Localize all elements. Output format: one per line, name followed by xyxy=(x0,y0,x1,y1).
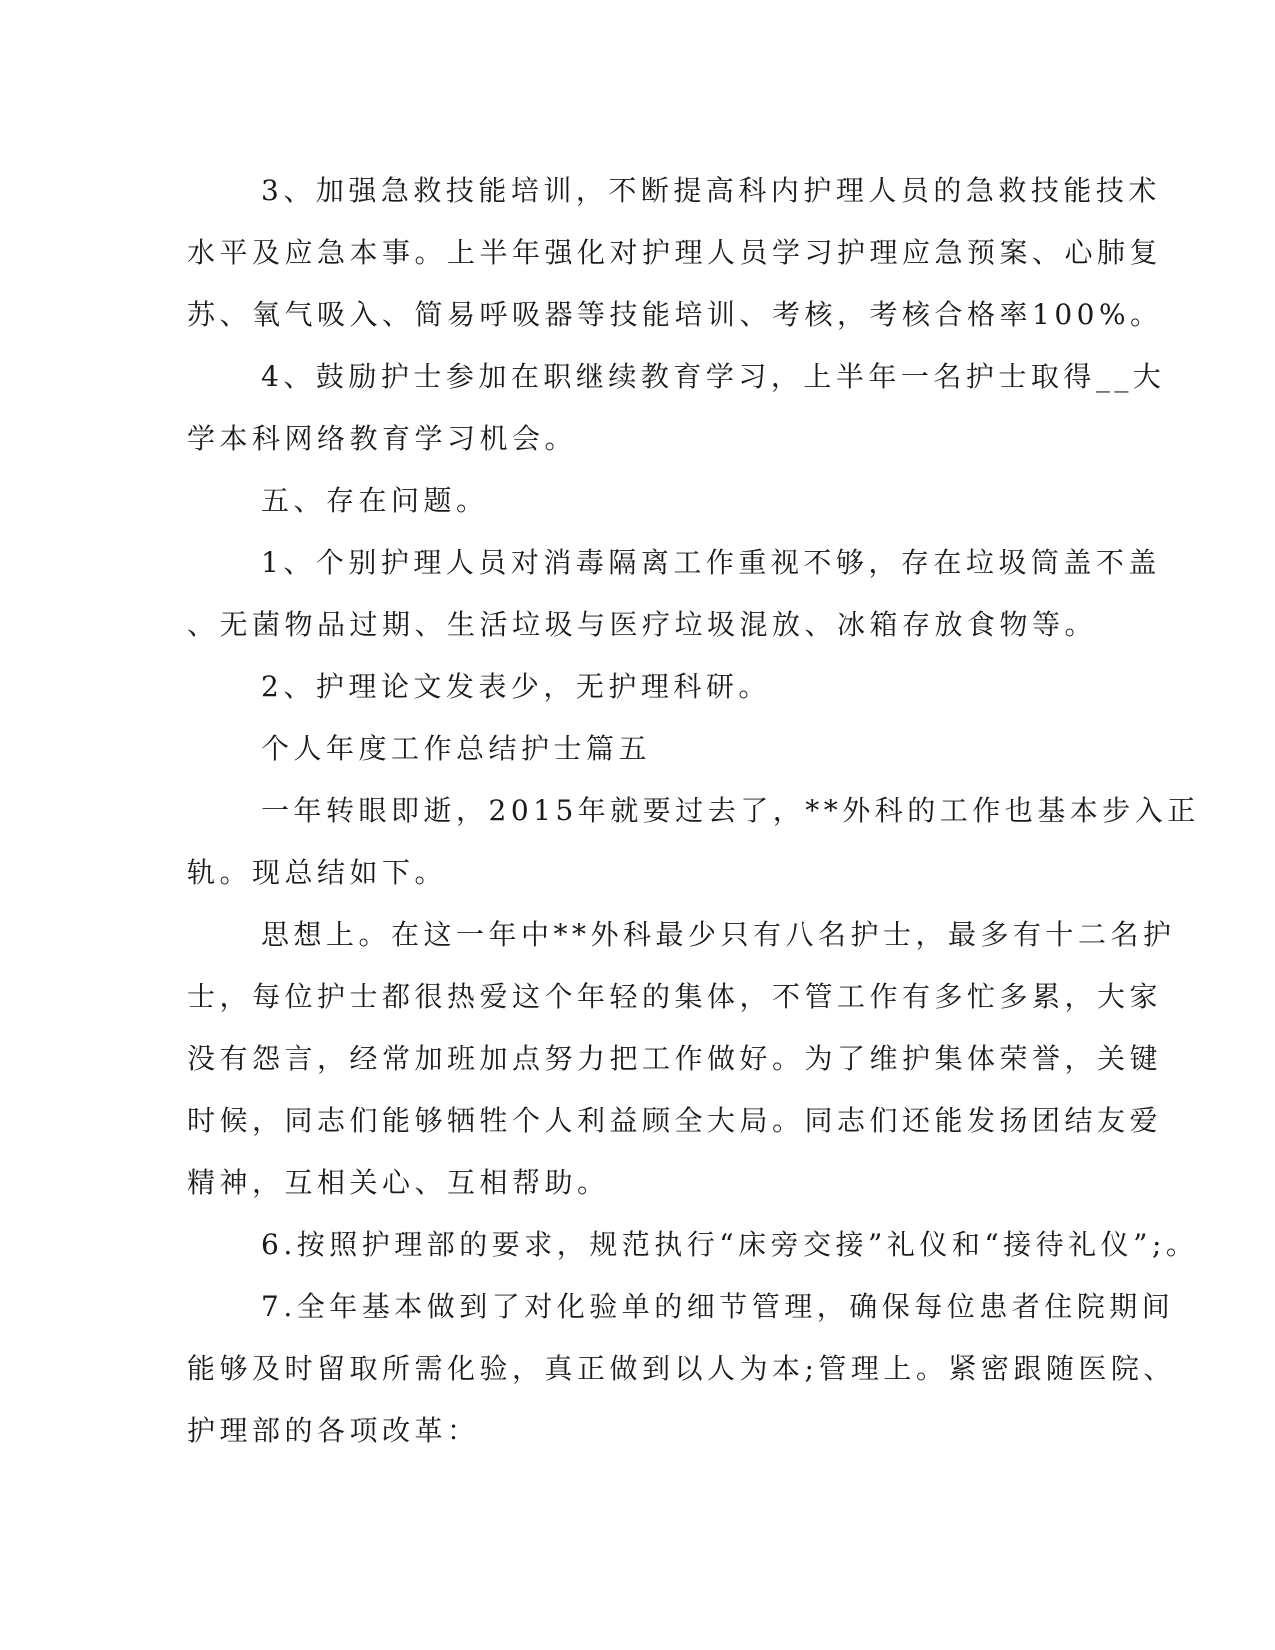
text-line: 、无菌物品过期、生活垃圾与医疗垃圾混放、冰箱存放食物等。 xyxy=(187,608,1098,641)
text-line: 2、护理论文发表少，无护理科研。 xyxy=(261,670,771,703)
text-line: 思想上。在这一年中**外科最少只有八名护士，最多有十二名护 xyxy=(261,918,1176,951)
text-line: 个人年度工作总结护士篇五 xyxy=(261,732,652,765)
text-line: 7.全年基本做到了对化验单的细节管理，确保每位患者住院期间 xyxy=(261,1290,1175,1323)
text-line: 1、个别护理人员对消毒隔离工作重视不够，存在垃圾筒盖不盖 xyxy=(261,546,1161,579)
text-line: 苏、氧气吸入、简易呼吸器等技能培训、考核，考核合格率100%。 xyxy=(187,298,1163,331)
text-line: 3、加强急救技能培训，不断提高科内护理人员的急救技能技术 xyxy=(261,174,1161,207)
text-line: 士，每位护士都很热爱这个年轻的集体，不管工作有多忙多累，大家 xyxy=(187,980,1163,1013)
text-line: 轨。现总结如下。 xyxy=(187,856,448,889)
text-line: 护理部的各项改革： xyxy=(187,1414,480,1447)
text-line: 没有怨言，经常加班加点努力把工作做好。为了维护集体荣誉，关键 xyxy=(187,1042,1163,1075)
document-body xyxy=(187,160,1200,1462)
text-line: 4、鼓励护士参加在职继续教育学习，上半年一名护士取得__大 xyxy=(261,360,1166,393)
text-line: 学本科网络教育学习机会。 xyxy=(187,422,578,455)
text-line: 五、存在问题。 xyxy=(261,484,489,517)
text-line: 水平及应急本事。上半年强化对护理人员学习护理应急预案、心肺复 xyxy=(187,236,1163,269)
text-line: 精神，互相关心、互相帮助。 xyxy=(187,1166,610,1199)
text-line: 能够及时留取所需化验，真正做到以人为本;管理上。紧密跟随医院、 xyxy=(187,1352,1176,1385)
text-line: 时候，同志们能够牺牲个人利益顾全大局。同志们还能发扬团结友爱 xyxy=(187,1104,1163,1137)
text-line: 一年转眼即逝，2015年就要过去了，**外科的工作也基本步入正 xyxy=(261,794,1200,827)
text-line: 6.按照护理部的要求，规范执行“床旁交接”礼仪和“接待礼仪”;。 xyxy=(261,1228,1199,1261)
